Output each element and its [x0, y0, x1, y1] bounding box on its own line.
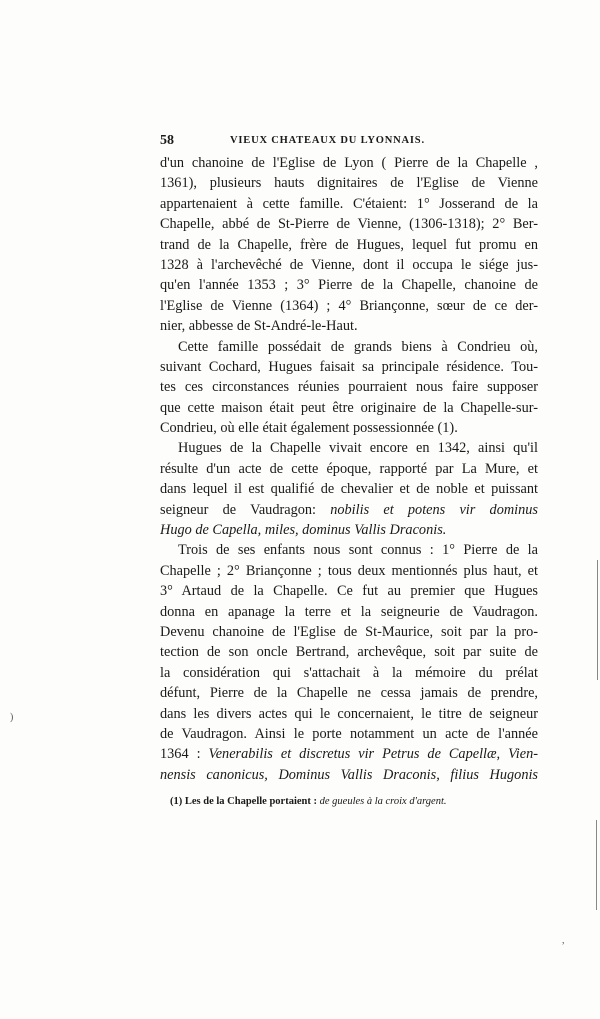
text-segment: Chapelle ; 2° Briançonne ; tous deux mentionnés plus haut, et: [160, 562, 538, 579]
text-segment: seigneur de Vaudragon:: [160, 501, 331, 518]
text-segment: Hugues de la Chapelle vivait encore en 1342, ainsi qu'il: [178, 440, 538, 457]
text-segment: 1364 :: [160, 746, 209, 763]
text-line: [160, 602, 538, 622]
text-segment: suivant Cochard, Hugues faisait sa principale résidence. Tou-: [160, 358, 538, 375]
page-edge-mark: [596, 820, 597, 910]
page-edge-mark: [597, 560, 598, 680]
italic-text-segment: Venerabilis et discretus vir Petrus de Capellæ, Vien-: [208, 746, 538, 763]
text-line: [160, 622, 538, 642]
text-line: [160, 683, 538, 703]
text-line: [160, 337, 538, 357]
text-segment: Chapelle, abbé de St-Pierre de Vienne, (1306-1318); 2° Ber-: [160, 216, 538, 233]
footnote-text: (1) Les de la Chapelle portaient :: [170, 796, 320, 807]
text-segment: la considération qui s'attachait à la mémoire du prélat: [160, 664, 538, 681]
text-segment: Condrieu, où elle était également possessionnée (1).: [160, 420, 458, 437]
footnote: [170, 796, 538, 807]
text-segment: de Vaudragon. Ainsi le porte notamment un acte de l'année: [160, 725, 538, 742]
text-line: [160, 500, 538, 520]
text-segment: dans les divers actes qui le concernaient, le titre de seigneur: [160, 705, 538, 722]
text-segment: Devenu chanoine de l'Eglise de St-Maurice, soit par la pro-: [160, 623, 538, 640]
text-segment: appartenaient à cette famille. C'étaient: 1° Josserand de la: [160, 195, 538, 212]
text-line: [160, 418, 538, 438]
body-text: [160, 153, 538, 785]
text-segment: 1361), plusieurs hauts dignitaires de l'Eglise de Vienne: [160, 175, 538, 192]
text-line: [160, 173, 538, 193]
text-line: [160, 398, 538, 418]
text-line: [160, 235, 538, 255]
text-segment: 3° Artaud de la Chapelle. Ce fut au premier que Hugues: [160, 583, 538, 600]
text-line: [160, 663, 538, 683]
text-line: [160, 438, 538, 458]
page-header: [160, 133, 538, 151]
text-line: [160, 540, 538, 560]
text-segment: résulte d'un acte de cette époque, rapporté par La Mure, et: [160, 460, 538, 477]
text-line: [160, 459, 538, 479]
page-number: 58: [160, 133, 174, 148]
text-line: [160, 316, 538, 336]
text-segment: trand de la Chapelle, frère de Hugues, lequel fut promu en: [160, 236, 538, 253]
margin-mark: ): [10, 712, 14, 723]
text-line: [160, 744, 538, 764]
running-title: VIEUX CHATEAUX DU LYONNAIS.: [230, 135, 425, 146]
text-segment: 1328 à l'archevêché de Vienne, dont il occupa le siége jus-: [160, 256, 538, 273]
text-line: [160, 377, 538, 397]
text-line: [160, 255, 538, 275]
text-line: [160, 581, 538, 601]
margin-mark: ,: [562, 935, 565, 946]
text-line: [160, 642, 538, 662]
text-line: [160, 214, 538, 234]
text-segment: donna en apanage la terre et la seigneurie de Vaudragon.: [160, 603, 538, 620]
text-line: [160, 357, 538, 377]
italic-text-segment: nensis canonicus, Dominus Vallis Draconis, filius Hugonis: [160, 766, 538, 783]
italic-text-segment: Hugo de Capella, miles, dominus Vallis Draconis.: [160, 522, 447, 539]
text-segment: tes ces circonstances réunies pourraient nous faire supposer: [160, 379, 538, 396]
text-segment: dans lequel il est qualifié de chevalier et de noble et puissant: [160, 481, 538, 498]
text-segment: que cette maison était peut être originaire de la Chapelle-sur-: [160, 399, 538, 416]
text-line: [160, 194, 538, 214]
text-line: [160, 153, 538, 173]
text-segment: nier, abbesse de St-André-le-Haut.: [160, 318, 358, 335]
text-line: [160, 296, 538, 316]
text-segment: tection de son oncle Bertrand, archevêque, soit par suite de: [160, 644, 538, 661]
text-segment: d'un chanoine de l'Eglise de Lyon ( Pierre de la Chapelle ,: [160, 155, 538, 171]
text-line: [160, 520, 538, 540]
text-segment: défunt, Pierre de la Chapelle ne cessa jamais de prendre,: [160, 685, 538, 702]
text-line: [160, 765, 538, 785]
text-line: [160, 724, 538, 744]
text-segment: qu'en l'année 1353 ; 3° Pierre de la Chapelle, chanoine de: [160, 277, 538, 294]
text-segment: Trois de ses enfants nous sont connus : 1° Pierre de la: [178, 542, 538, 559]
text-line: [160, 275, 538, 295]
text-segment: Cette famille possédait de grands biens à Condrieu où,: [178, 338, 538, 355]
footnote-italic-text: de gueules à la croix d'argent.: [319, 796, 447, 807]
text-line: [160, 479, 538, 499]
text-segment: l'Eglise de Vienne (1364) ; 4° Briançonne, sœur de ce der-: [160, 297, 538, 314]
italic-text-segment: nobilis et potens vir dominus: [330, 501, 538, 518]
text-line: [160, 704, 538, 724]
text-line: [160, 561, 538, 581]
